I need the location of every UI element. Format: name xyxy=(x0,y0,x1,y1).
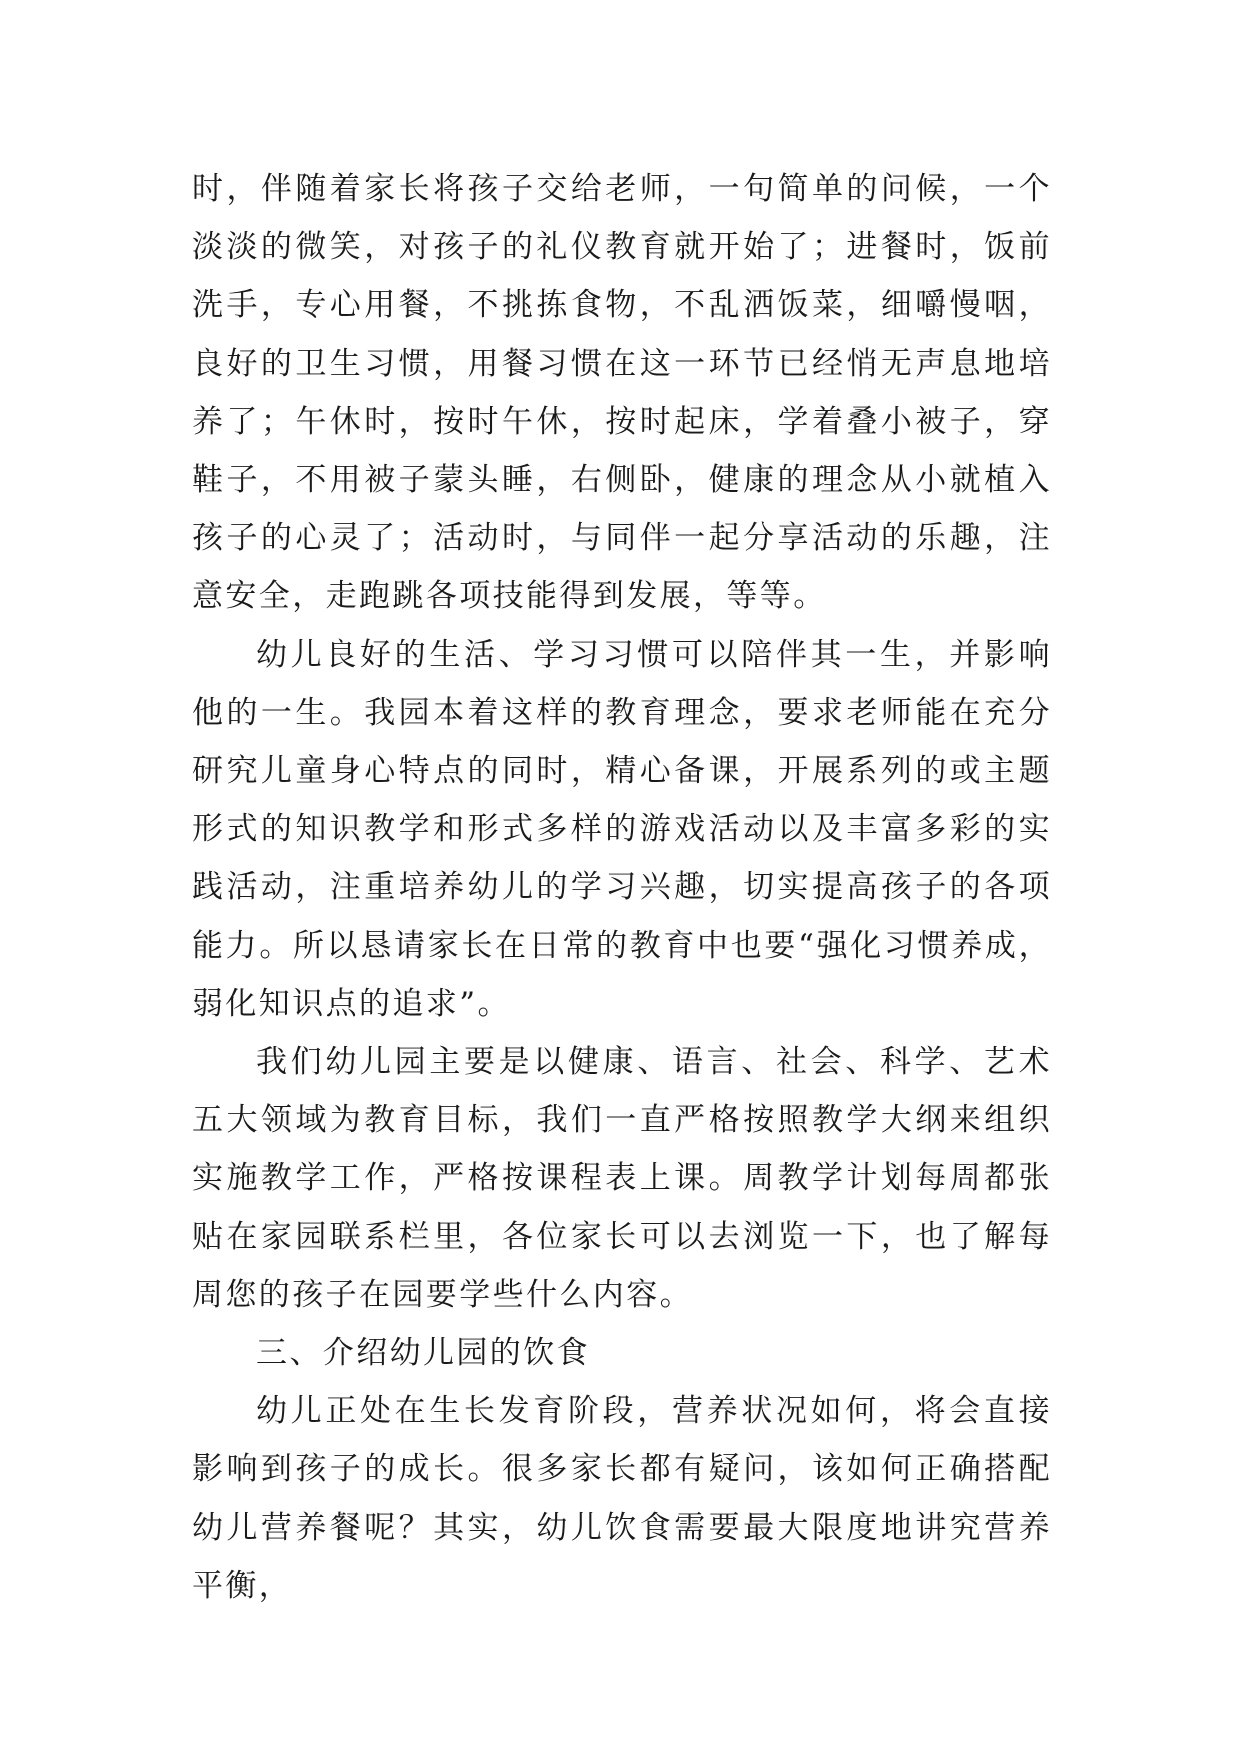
section-heading-diet: 三、介绍幼儿园的饮食 xyxy=(256,1335,590,1372)
paragraph-good-habits: 幼儿良好的生活、学习习惯可以陪伴其一生，并影响他的一生。我园本着这样的教育理念，要求老师能在充分研究儿童身心特点的同时，精心备课，开展系列的或主题形式的知识教学和形式多样的游戏活动以及丰富多彩的实践活动，注重培养幼儿的学习兴趣，切实提高孩子的各项能力。所以恳请家长在日常的教育中也要“强化习惯养成，弱化知识点的追求”。 xyxy=(192,636,1052,1022)
paragraph-nutrition: 幼儿正处在生长发育阶段，营养状况如何，将会直接影响到孩子的成长。很多家长都有疑问，该如何正确搭配幼儿营养餐呢？其实，幼儿饮食需要最大限度地讲究营养平衡， xyxy=(192,1393,1052,1604)
paragraph-five-domains: 我们幼儿园主要是以健康、语言、社会、科学、艺术五大领域为教育目标，我们一直严格按照教学大纲来组织实施教学工作，严格按课程表上课。周教学计划每周都张贴在家园联系栏里，各位家长可以去浏览一下，也了解每周您的孩子在园要学些什么内容。 xyxy=(192,1044,1052,1313)
paragraph-daily-routine: 时，伴随着家长将孩子交给老师，一句简单的问候，一个淡淡的微笑，对孩子的礼仪教育就开始了；进餐时，饭前洗手，专心用餐，不挑拣食物，不乱洒饭菜，细嚼慢咽，良好的卫生习惯，用餐习惯在这一环节已经悄无声息地培养了；午休时，按时午休，按时起床，学着叠小被子，穿鞋子，不用被子蒙头睡，右侧卧，健康的理念从小就植入孩子的心灵了；活动时，与同伴一起分享活动的乐趣，注意安全，走跑跳各项技能得到发展，等等。 xyxy=(192,171,1052,615)
document-body xyxy=(192,160,1052,1615)
